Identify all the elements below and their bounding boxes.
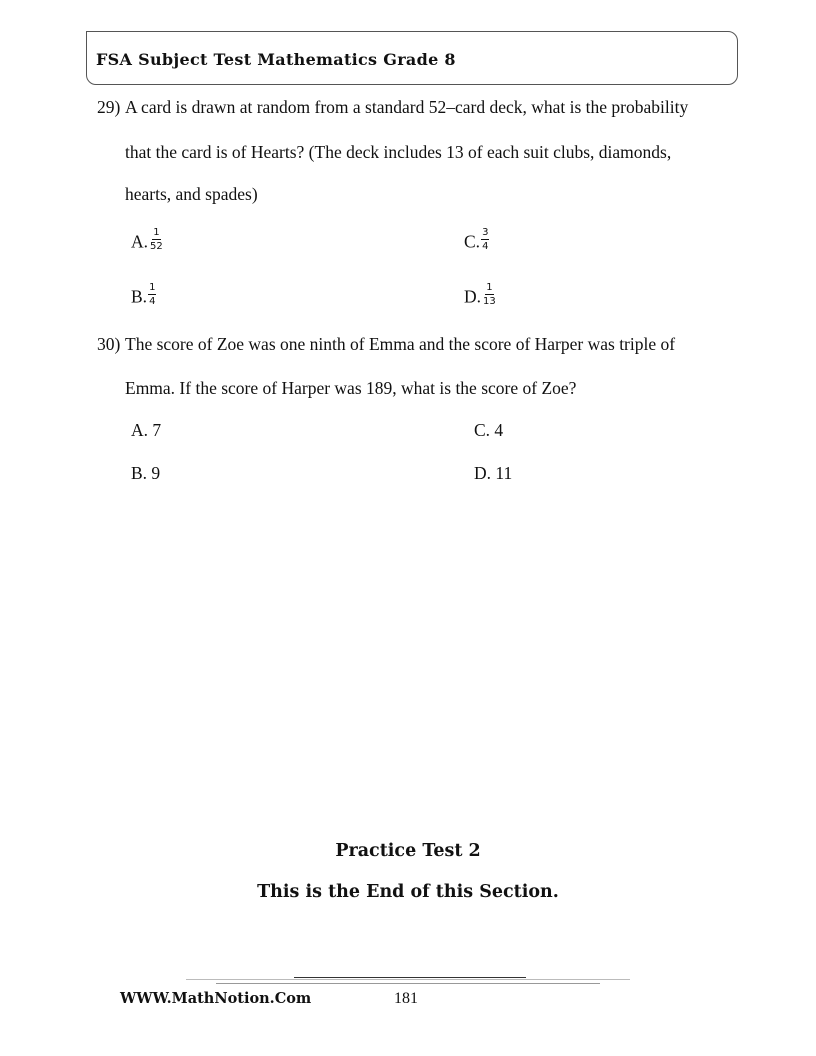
numerator: 1 — [486, 282, 493, 293]
practice-test-title: Practice Test 2 — [335, 841, 481, 861]
option-30-c[interactable]: C. 4 — [474, 420, 504, 440]
numerator: 3 — [482, 227, 489, 238]
option-label: C. — [464, 231, 481, 252]
footer-rule-light — [186, 979, 630, 980]
denominator: 13 — [483, 296, 496, 307]
denominator: 4 — [482, 241, 489, 252]
footer-rule-dark — [294, 977, 526, 978]
option-label: A. — [131, 231, 149, 252]
question-30-text-line-2: Emma. If the score of Harper was 189, what is the score of Zoe? — [125, 378, 577, 398]
question-29-text-line-2: that the card is of Hearts? (The deck includes 13 of each suit clubs, diamonds, — [125, 142, 672, 162]
option-label: B. — [131, 286, 148, 307]
question-29-text-line-1: A card is drawn at random from a standard 52–card deck, what is the probability — [125, 97, 689, 117]
option-30-b[interactable]: B. 9 — [131, 463, 161, 483]
option-29-d[interactable] — [464, 282, 497, 311]
fraction — [482, 282, 497, 307]
denominator: 4 — [149, 296, 156, 307]
fraction — [481, 227, 489, 252]
footer-rule-lower — [216, 983, 600, 984]
option-30-d[interactable]: D. 11 — [474, 463, 513, 483]
end-of-section-text: This is the End of this Section. — [257, 882, 559, 902]
option-29-a[interactable] — [131, 227, 164, 256]
page-number: 181 — [394, 990, 418, 1007]
denominator: 52 — [150, 241, 163, 252]
question-29-text-line-3: hearts, and spades) — [125, 184, 258, 204]
footer-site: WWW.MathNotion.Com — [120, 990, 312, 1007]
option-30-a[interactable]: A. 7 — [131, 420, 162, 440]
question-30-text-line-1: The score of Zoe was one ninth of Emma and the score of Harper was triple of — [125, 334, 676, 354]
question-30-number: 30) — [97, 334, 121, 354]
numerator: 1 — [153, 227, 160, 238]
option-29-c[interactable] — [464, 227, 489, 256]
fraction — [148, 282, 156, 307]
header-title: FSA Subject Test Mathematics Grade 8 — [96, 50, 456, 69]
numerator: 1 — [149, 282, 156, 293]
option-29-b[interactable] — [131, 282, 156, 311]
option-label: D. — [464, 286, 482, 307]
fraction — [149, 227, 164, 252]
question-29-number: 29) — [97, 97, 121, 117]
